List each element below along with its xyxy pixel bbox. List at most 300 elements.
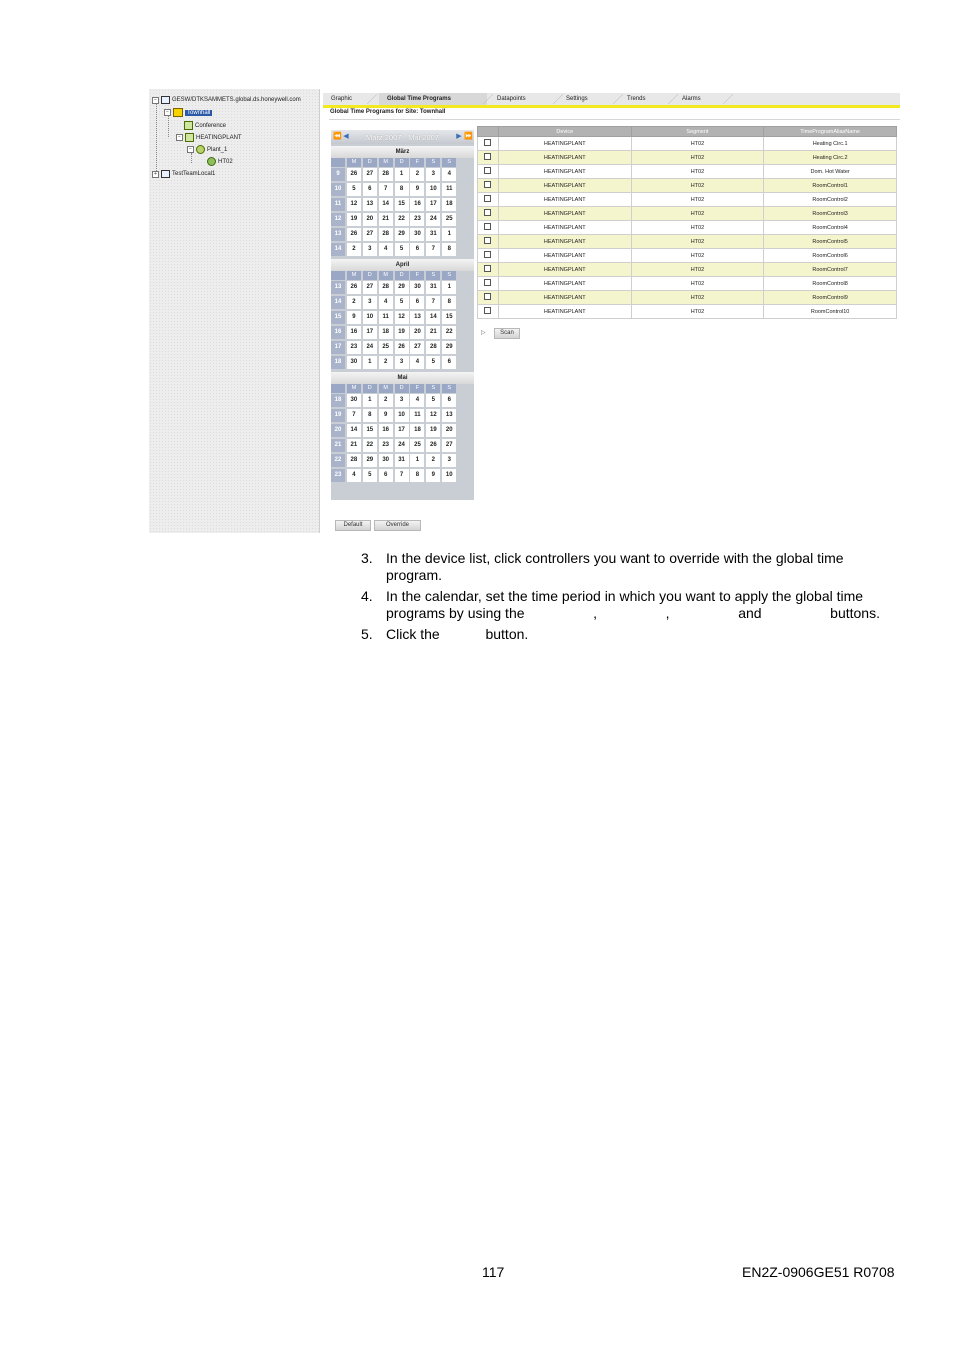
calendar-day[interactable]: 12 xyxy=(395,311,409,324)
calendar-day[interactable]: 5 xyxy=(426,394,440,407)
calendar-range: März 2007 - Mai 2007 xyxy=(366,133,439,142)
calendar-day[interactable]: 1 xyxy=(410,454,424,467)
tab-trends[interactable]: Trends xyxy=(627,96,646,102)
cell-segment: HT02 xyxy=(631,277,764,291)
cell-device: HEATINGPLANT xyxy=(498,193,631,207)
calendar-day[interactable]: 11 xyxy=(379,311,393,324)
row-checkbox[interactable] xyxy=(484,307,491,314)
table-row[interactable] xyxy=(478,151,897,165)
weekday-label: M xyxy=(379,158,393,167)
collapse-icon[interactable]: − xyxy=(152,97,159,104)
calendar-week-row xyxy=(331,198,474,211)
table-row[interactable] xyxy=(478,165,897,179)
weekday-label: M xyxy=(379,384,393,393)
step-fragment: Click the xyxy=(386,626,440,642)
calendar-day[interactable]: 8 xyxy=(363,409,377,422)
tree-node-label: HT02 xyxy=(218,158,233,165)
calendar-day[interactable]: 21 xyxy=(347,439,361,452)
calendar-day[interactable]: 19 xyxy=(347,213,361,226)
calendar-day[interactable]: 7 xyxy=(426,296,440,309)
week-number[interactable]: 16 xyxy=(331,326,345,339)
tree-node-root[interactable] xyxy=(152,96,301,104)
calendar-day[interactable]: 30 xyxy=(410,228,424,241)
calendar-day[interactable]: 20 xyxy=(442,424,456,437)
cell-device: HEATINGPLANT xyxy=(498,305,631,319)
select-cell xyxy=(478,207,499,221)
step-line: In the calendar, set the time period in which you want to apply the global time xyxy=(386,588,864,604)
calendar-day[interactable]: 22 xyxy=(363,439,377,452)
week-number[interactable]: 11 xyxy=(331,198,345,211)
weekday-label: M xyxy=(347,271,361,280)
calendar-day[interactable]: 4 xyxy=(410,394,424,407)
week-number[interactable]: 18 xyxy=(331,394,345,407)
building-icon xyxy=(184,121,193,130)
table-row[interactable] xyxy=(478,179,897,193)
calendar-day[interactable]: 4 xyxy=(410,356,424,369)
calendar-day[interactable]: 26 xyxy=(347,281,361,294)
calendar-day[interactable]: 5 xyxy=(426,356,440,369)
week-number[interactable]: 20 xyxy=(331,424,345,437)
calendar-day[interactable]: 21 xyxy=(426,326,440,339)
calendar-day[interactable]: 27 xyxy=(442,439,456,452)
plant-globe-icon xyxy=(196,145,205,154)
cell-device: HEATINGPLANT xyxy=(498,291,631,305)
calendar-week-row xyxy=(331,213,474,226)
calendar-day[interactable]: 14 xyxy=(379,198,393,211)
calendar-day[interactable]: 28 xyxy=(426,341,440,354)
calendar-day[interactable]: 29 xyxy=(395,281,409,294)
tree-node-testteam[interactable] xyxy=(152,170,215,178)
weekday-header xyxy=(331,158,474,167)
calendar-week-row xyxy=(331,281,474,294)
calendar-day[interactable]: 19 xyxy=(426,424,440,437)
previous-range-icon[interactable]: ⏪ xyxy=(333,133,342,140)
cell-device: HEATINGPLANT xyxy=(498,263,631,277)
row-checkbox[interactable] xyxy=(484,181,491,188)
row-checkbox[interactable] xyxy=(484,265,491,272)
step-number: 3. xyxy=(361,550,373,566)
monitor-icon xyxy=(161,170,170,178)
select-cell xyxy=(478,305,499,319)
calendar-day[interactable]: 15 xyxy=(442,311,456,324)
week-number[interactable]: 10 xyxy=(331,183,345,196)
calendar-day[interactable]: 14 xyxy=(347,424,361,437)
calendar-day[interactable]: 23 xyxy=(379,439,393,452)
calendar-day[interactable]: 28 xyxy=(347,454,361,467)
calendar-day[interactable]: 18 xyxy=(442,198,456,211)
week-number[interactable]: 13 xyxy=(331,228,345,241)
calendar-day[interactable]: 9 xyxy=(426,469,440,482)
calendar-day[interactable]: 12 xyxy=(426,409,440,422)
week-number[interactable]: 22 xyxy=(331,454,345,467)
previous-month-icon[interactable]: ◀ xyxy=(343,133,349,140)
calendar-day[interactable]: 26 xyxy=(426,439,440,452)
weekday-label: F xyxy=(410,158,424,167)
calendar-day[interactable]: 7 xyxy=(379,183,393,196)
step-text xyxy=(386,550,880,584)
calendar-day[interactable]: 3 xyxy=(395,356,409,369)
select-cell xyxy=(478,235,499,249)
calendar-day[interactable]: 3 xyxy=(395,394,409,407)
calendar xyxy=(331,130,474,500)
table-row[interactable] xyxy=(478,221,897,235)
plant-icon xyxy=(185,133,194,142)
weekday-label: F xyxy=(410,384,424,393)
calendar-day[interactable]: 6 xyxy=(379,469,393,482)
calendar-day[interactable]: 30 xyxy=(379,454,393,467)
tree-node-label: Plant_1 xyxy=(207,146,228,153)
calendar-day[interactable]: 6 xyxy=(442,394,456,407)
row-checkbox[interactable] xyxy=(484,153,491,160)
calendar-day[interactable]: 28 xyxy=(379,228,393,241)
calendar-day[interactable]: 17 xyxy=(395,424,409,437)
table-row[interactable] xyxy=(478,263,897,277)
weekday-label: S xyxy=(442,384,456,393)
cell-segment: HT02 xyxy=(631,137,764,151)
scan-button[interactable]: Scan xyxy=(494,328,520,339)
step-fragment: buttons. xyxy=(830,605,880,621)
calendar-day[interactable]: 18 xyxy=(379,326,393,339)
calendar-day[interactable]: 8 xyxy=(410,469,424,482)
calendar-day[interactable]: 30 xyxy=(410,281,424,294)
weekday-header xyxy=(331,271,474,280)
calendar-day[interactable]: 21 xyxy=(379,213,393,226)
calendar-day[interactable]: 23 xyxy=(410,213,424,226)
calendar-day[interactable]: 5 xyxy=(395,296,409,309)
expand-icon[interactable]: + xyxy=(152,171,159,178)
cell-alias: RoomControl5 xyxy=(764,235,897,249)
calendar-day[interactable]: 18 xyxy=(410,424,424,437)
calendar-day[interactable]: 9 xyxy=(347,311,361,324)
calendar-day[interactable]: 27 xyxy=(363,168,377,181)
calendar-day[interactable]: 4 xyxy=(347,469,361,482)
calendar-day[interactable]: 25 xyxy=(379,341,393,354)
override-button[interactable]: Override xyxy=(374,520,421,531)
week-number[interactable]: 21 xyxy=(331,439,345,452)
table-row[interactable] xyxy=(478,137,897,151)
calendar-day[interactable]: 6 xyxy=(442,356,456,369)
weekday-label: M xyxy=(347,384,361,393)
calendar-day[interactable]: 31 xyxy=(426,228,440,241)
calendar-day[interactable]: 17 xyxy=(363,326,377,339)
calendar-day[interactable]: 3 xyxy=(363,243,377,256)
select-cell xyxy=(478,263,499,277)
calendar-day[interactable]: 20 xyxy=(410,326,424,339)
select-cell xyxy=(478,221,499,235)
tab-datapoints[interactable]: Datapoints xyxy=(497,96,526,102)
tree-node-label: Conference xyxy=(195,122,227,129)
calendar-day[interactable]: 2 xyxy=(347,243,361,256)
header-segment[interactable]: Segment xyxy=(631,127,764,137)
tab-separator xyxy=(668,94,678,104)
page-number: 117 xyxy=(482,1264,505,1280)
calendar-day[interactable]: 12 xyxy=(347,198,361,211)
calendar-week-row xyxy=(331,439,474,452)
tab-graphic[interactable]: Graphic xyxy=(331,96,353,102)
calendar-day[interactable]: 4 xyxy=(379,243,393,256)
week-number[interactable]: 12 xyxy=(331,213,345,226)
calendar-day[interactable]: 7 xyxy=(426,243,440,256)
row-checkbox[interactable] xyxy=(484,195,491,202)
row-checkbox[interactable] xyxy=(484,293,491,300)
tab-separator xyxy=(483,94,493,104)
row-checkbox[interactable] xyxy=(484,167,491,174)
calendar-day[interactable]: 29 xyxy=(363,454,377,467)
calendar-day[interactable]: 14 xyxy=(426,311,440,324)
calendar-week-row xyxy=(331,454,474,467)
calendar-day[interactable]: 23 xyxy=(347,341,361,354)
step-text xyxy=(386,588,880,622)
calendar-day[interactable]: 26 xyxy=(347,228,361,241)
table-row[interactable] xyxy=(478,291,897,305)
week-column-header xyxy=(331,271,345,280)
cell-alias: RoomControl8 xyxy=(764,277,897,291)
row-checkbox[interactable] xyxy=(484,139,491,146)
calendar-day[interactable]: 6 xyxy=(410,296,424,309)
table-row[interactable] xyxy=(478,277,897,291)
tree-node-plant1[interactable] xyxy=(187,145,227,154)
step-fragment: , xyxy=(665,605,670,621)
embedded-screenshot xyxy=(149,89,900,533)
next-month-icon[interactable]: ▶ xyxy=(456,133,462,140)
calendar-day[interactable]: 27 xyxy=(363,228,377,241)
tree-line xyxy=(156,100,157,175)
calendar-day[interactable]: 4 xyxy=(442,168,456,181)
tab-separator xyxy=(367,94,377,104)
calendar-week-row xyxy=(331,356,474,369)
tree-node-ht02[interactable] xyxy=(207,157,233,166)
week-number[interactable]: 9 xyxy=(331,168,345,181)
calendar-day[interactable]: 31 xyxy=(395,454,409,467)
cell-segment: HT02 xyxy=(631,207,764,221)
month-title: März xyxy=(331,146,474,158)
week-number[interactable]: 18 xyxy=(331,356,345,369)
table-row[interactable] xyxy=(478,193,897,207)
cell-device: HEATINGPLANT xyxy=(498,165,631,179)
calendar-day[interactable]: 10 xyxy=(395,409,409,422)
select-cell xyxy=(478,137,499,151)
calendar-week-row xyxy=(331,394,474,407)
calendar-day[interactable]: 20 xyxy=(363,213,377,226)
tree-node-heatingplant[interactable] xyxy=(176,133,242,142)
calendar-day[interactable]: 25 xyxy=(442,213,456,226)
calendar-day[interactable]: 24 xyxy=(426,213,440,226)
calendar-day[interactable]: 15 xyxy=(395,198,409,211)
calendar-day[interactable]: 13 xyxy=(410,311,424,324)
tree-node-label: GESW/DTKSAMMETS.global.ds.honeywell.com xyxy=(172,97,301,103)
step-fragment: and xyxy=(738,605,762,621)
calendar-day[interactable]: 6 xyxy=(363,183,377,196)
collapse-icon[interactable]: − xyxy=(187,146,194,153)
monitor-icon xyxy=(161,96,170,104)
calendar-day[interactable]: 22 xyxy=(442,326,456,339)
calendar-day[interactable]: 2 xyxy=(347,296,361,309)
cell-alias: RoomControl4 xyxy=(764,221,897,235)
tab-alarms[interactable]: Alarms xyxy=(682,96,701,102)
calendar-day[interactable]: 26 xyxy=(395,341,409,354)
table-row[interactable] xyxy=(478,207,897,221)
collapse-icon[interactable]: − xyxy=(164,109,171,116)
calendar-day[interactable]: 1 xyxy=(363,356,377,369)
calendar-day[interactable]: 13 xyxy=(442,409,456,422)
next-range-icon[interactable]: ⏩ xyxy=(464,133,473,140)
week-number[interactable]: 13 xyxy=(331,281,345,294)
cell-segment: HT02 xyxy=(631,179,764,193)
row-checkbox[interactable] xyxy=(484,237,491,244)
step-fragment: button. xyxy=(485,626,529,642)
week-number[interactable]: 23 xyxy=(331,469,345,482)
cell-device: HEATINGPLANT xyxy=(498,207,631,221)
calendar-day[interactable]: 30 xyxy=(347,356,361,369)
week-number[interactable]: 14 xyxy=(331,243,345,256)
calendar-day[interactable]: 3 xyxy=(363,296,377,309)
calendar-day[interactable]: 16 xyxy=(379,424,393,437)
cell-segment: HT02 xyxy=(631,263,764,277)
calendar-day[interactable]: 4 xyxy=(379,296,393,309)
calendar-day[interactable]: 3 xyxy=(426,168,440,181)
calendar-week-row xyxy=(331,409,474,422)
tree-node-label: HEATINGPLANT xyxy=(196,134,242,141)
house-icon xyxy=(173,108,183,117)
weekday-label: D xyxy=(363,271,377,280)
weekday-label: M xyxy=(379,271,393,280)
calendar-day[interactable]: 16 xyxy=(347,326,361,339)
tree-node-label: TestTeamLocal1 xyxy=(172,171,216,177)
default-button[interactable]: Default xyxy=(335,520,371,531)
calendar-day[interactable]: 29 xyxy=(442,341,456,354)
step-text xyxy=(386,626,880,643)
tab-bar xyxy=(323,93,900,108)
week-number[interactable]: 15 xyxy=(331,311,345,324)
table-row[interactable] xyxy=(478,235,897,249)
calendar-day[interactable]: 3 xyxy=(442,454,456,467)
step-line: In the device list, click controllers you want to override with the global time xyxy=(386,550,844,566)
calendar-day[interactable]: 2 xyxy=(379,394,393,407)
step-line xyxy=(386,605,880,622)
table-row[interactable] xyxy=(478,249,897,263)
weekday-label: S xyxy=(426,384,440,393)
calendar-day[interactable]: 1 xyxy=(442,228,456,241)
tab-global-time-programs[interactable]: Global Time Programs xyxy=(379,93,487,105)
calendar-day[interactable]: 1 xyxy=(442,281,456,294)
week-number[interactable]: 14 xyxy=(331,296,345,309)
row-checkbox[interactable] xyxy=(484,251,491,258)
step-line: program. xyxy=(386,567,443,583)
row-checkbox[interactable] xyxy=(484,223,491,230)
cell-segment: HT02 xyxy=(631,291,764,305)
calendar-day[interactable]: 1 xyxy=(363,394,377,407)
calendar-day[interactable]: 27 xyxy=(363,281,377,294)
row-checkbox[interactable] xyxy=(484,279,491,286)
header-alias[interactable]: TimeProgramAliasName xyxy=(764,127,897,137)
calendar-day[interactable]: 1 xyxy=(395,168,409,181)
month-title: April xyxy=(331,259,474,271)
calendar-day[interactable]: 6 xyxy=(410,243,424,256)
calendar-day[interactable]: 31 xyxy=(426,281,440,294)
calendar-day[interactable]: 17 xyxy=(426,198,440,211)
cell-alias: RoomControl1 xyxy=(764,179,897,193)
calendar-day[interactable]: 22 xyxy=(395,213,409,226)
calendar-day[interactable]: 8 xyxy=(395,183,409,196)
week-number[interactable]: 19 xyxy=(331,409,345,422)
calendar-day[interactable]: 15 xyxy=(363,424,377,437)
document-id: EN2Z-0906GE51 R0708 xyxy=(742,1264,895,1280)
cell-alias: RoomControl10 xyxy=(764,305,897,319)
weekday-label: S xyxy=(442,158,456,167)
calendar-day[interactable]: 7 xyxy=(395,469,409,482)
calendar-day[interactable]: 19 xyxy=(395,326,409,339)
cell-alias: RoomControl9 xyxy=(764,291,897,305)
calendar-day[interactable]: 5 xyxy=(363,469,377,482)
calendar-day[interactable]: 11 xyxy=(410,409,424,422)
calendar-day[interactable]: 30 xyxy=(347,394,361,407)
tree-node-townhall[interactable] xyxy=(164,108,212,117)
cell-device: HEATINGPLANT xyxy=(498,249,631,263)
cell-segment: HT02 xyxy=(631,151,764,165)
week-number[interactable]: 17 xyxy=(331,341,345,354)
header-device[interactable]: Device xyxy=(498,127,631,137)
calendar-day[interactable]: 26 xyxy=(347,168,361,181)
calendar-day[interactable]: 9 xyxy=(410,183,424,196)
calendar-day[interactable]: 29 xyxy=(395,228,409,241)
weekday-header xyxy=(331,384,474,393)
calendar-day[interactable]: 11 xyxy=(442,183,456,196)
collapse-icon[interactable]: − xyxy=(176,134,183,141)
cell-alias: RoomControl6 xyxy=(764,249,897,263)
calendar-day[interactable]: 9 xyxy=(379,409,393,422)
cell-device: HEATINGPLANT xyxy=(498,179,631,193)
calendar-day[interactable]: 8 xyxy=(442,243,456,256)
calendar-day[interactable]: 10 xyxy=(442,469,456,482)
cell-segment: HT02 xyxy=(631,235,764,249)
calendar-day[interactable]: 28 xyxy=(379,281,393,294)
select-cell xyxy=(478,249,499,263)
step-number: 4. xyxy=(361,588,373,604)
tab-separator xyxy=(613,94,623,104)
calendar-day[interactable]: 5 xyxy=(347,183,361,196)
weekday-label: F xyxy=(410,271,424,280)
calendar-day[interactable]: 8 xyxy=(442,296,456,309)
tab-settings[interactable]: Settings xyxy=(566,96,588,102)
tree-node-conference[interactable] xyxy=(184,121,226,130)
table-row[interactable] xyxy=(478,305,897,319)
calendar-day[interactable]: 7 xyxy=(347,409,361,422)
step-fragment: , xyxy=(593,605,598,621)
controller-icon xyxy=(207,157,216,166)
calendar-day[interactable]: 27 xyxy=(410,341,424,354)
arrow-icon: ▷ xyxy=(481,330,486,336)
calendar-week-row xyxy=(331,183,474,196)
calendar-day[interactable]: 5 xyxy=(395,243,409,256)
tab-separator xyxy=(553,94,563,104)
calendar-day[interactable]: 10 xyxy=(426,183,440,196)
cell-device: HEATINGPLANT xyxy=(498,235,631,249)
calendar-day[interactable]: 10 xyxy=(363,311,377,324)
calendar-day[interactable]: 13 xyxy=(363,198,377,211)
weekday-label: D xyxy=(363,158,377,167)
calendar-day[interactable]: 2 xyxy=(379,356,393,369)
cell-alias: RoomControl3 xyxy=(764,207,897,221)
calendar-day[interactable]: 24 xyxy=(395,439,409,452)
calendar-day[interactable]: 2 xyxy=(410,168,424,181)
row-checkbox[interactable] xyxy=(484,209,491,216)
calendar-day[interactable]: 24 xyxy=(363,341,377,354)
calendar-day[interactable]: 28 xyxy=(379,168,393,181)
calendar-day[interactable]: 2 xyxy=(426,454,440,467)
calendar-day[interactable]: 16 xyxy=(410,198,424,211)
cell-alias: Heating Circ.2 xyxy=(764,151,897,165)
calendar-day[interactable]: 25 xyxy=(410,439,424,452)
